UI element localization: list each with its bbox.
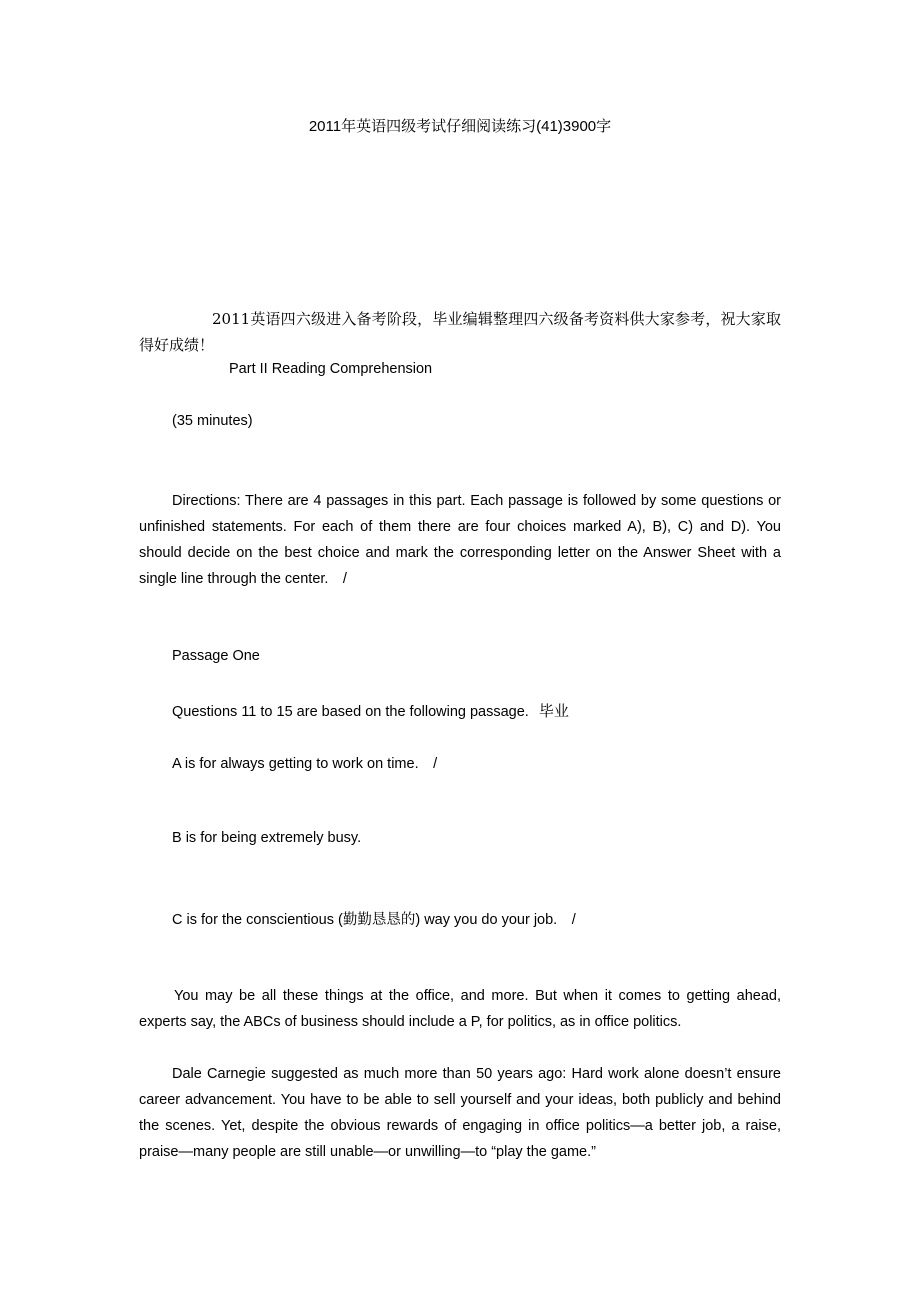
paragraph-1: You may be all these things at the office, and more. But when it comes to getting ahead, experts say, the ABCs of business should include a P, for politics, as in office politics. — [139, 988, 781, 1030]
part-heading: Part II Reading Comprehension — [229, 361, 433, 377]
questions-intro-line — [172, 700, 569, 721]
document-title: 2011年英语四级考试仔细阅读练习(41)3900字 — [308, 118, 612, 135]
time-limit: (35 minutes) — [172, 413, 253, 429]
passage-label: Passage One — [172, 648, 260, 664]
line-b: B is for being extremely busy. — [172, 830, 362, 846]
questions-intro: Questions 11 to 15 are based on the following passage. — [172, 704, 529, 720]
paragraph-2: Dale Carnegie suggested as much more than 50 years ago: Hard work alone doesn’t ensure career advancement. You have to be able to sell yourself and your ideas, both publicly and behind the scenes. Yet, despite the obvious rewards of engaging in office politics—a better job, a raise, praise—many people are still unable—or unwilling—to “play the game.” — [139, 1066, 781, 1160]
intro-paragraph: 2011英语四六级进入备考阶段，毕业编辑整理四六级备考资料供大家参考，祝大家取得好成绩！ — [139, 310, 781, 354]
directions-paragraph: Directions: There are 4 passages in this part. Each passage is followed by some questions or unfinished statements. For each of them there are four choices marked A), B), C) and D). You should decide on the best choice and mark the corresponding letter on the Answer Sheet with a single line through the center. / — [139, 493, 781, 587]
line-c: C is for the conscientious (勤勤恳恳的) way you do your job. / — [172, 912, 576, 928]
watermark-text: 毕业 — [538, 702, 569, 720]
line-a: A is for always getting to work on time. / — [172, 756, 438, 772]
